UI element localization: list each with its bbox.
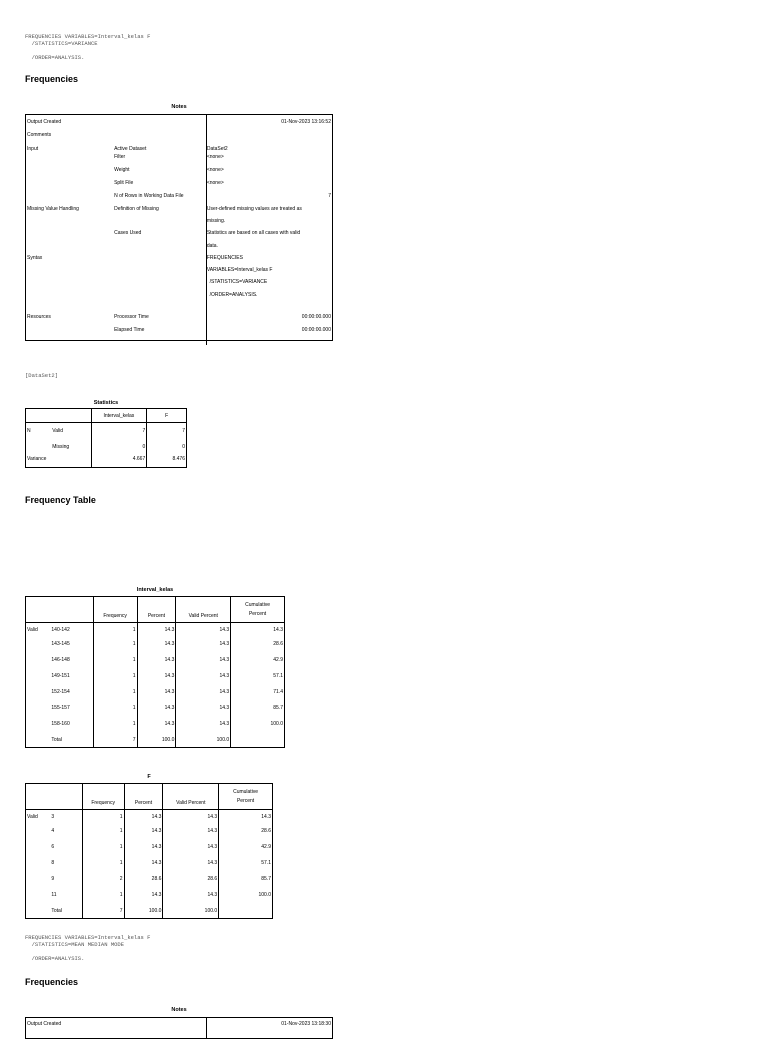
cell: 7 [82,906,124,919]
section-heading-frequencies: Frequencies [25,977,79,987]
cell: 14.3 [137,671,176,687]
statistics-value: 8.476 [172,455,185,462]
cell: 71.4 [273,688,283,695]
cell: 28.6 [163,874,219,890]
row-group-label: Valid [27,627,38,633]
cell: 14.3 [137,719,176,735]
row-label: 11 [50,890,82,906]
cell: 14.3 [124,842,163,858]
cell: 100.0 [176,735,231,748]
notes-column-divider [206,114,207,345]
notes-value: DataSet2 [206,145,228,152]
statistics-label: Missing [51,440,91,456]
syntax-line: FREQUENCIES VARIABLES=Interval_kelas F [25,33,151,40]
row-label: Total [50,906,82,919]
cell: 14.3 [176,687,231,703]
cell: 14.3 [137,655,176,671]
interval-kelas-title: Interval_kelas [136,587,174,593]
cell: 100.0 [258,891,271,898]
table-row [26,826,273,842]
row-group-label: Valid [27,814,38,820]
notes-label: Output Created [27,119,62,125]
cell: 1 [93,703,137,719]
row-label: 158-160 [50,719,93,735]
table-row [26,890,273,906]
f-table-title: F [147,774,151,780]
cell: 57.1 [273,672,283,679]
cell: 1 [82,842,124,858]
statistics-value: 4.667 [91,456,147,468]
cell: 14.3 [176,719,231,735]
cell: 14.3 [163,826,219,842]
notes-value: /ORDER=ANALYSIS. [206,291,258,298]
cell: 7 [93,735,137,748]
cell: 14.3 [137,639,176,655]
cell: 14.3 [176,655,231,671]
column-header: Frequency [93,597,137,623]
row-label: 152-154 [50,687,93,703]
cell: 1 [93,655,137,671]
row-label: 149-151 [50,671,93,687]
notes-value: FREQUENCIES [206,254,243,261]
cell: 100.0 [163,906,219,919]
row-label: 143-145 [50,639,93,655]
cell: 14.3 [176,639,231,655]
column-header: Cumulative Percent [219,784,273,810]
cell [231,735,285,748]
section-heading-frequencies: Frequencies [25,74,79,84]
statistics-table [25,408,187,468]
cell: 14.3 [176,671,231,687]
row-label: 140-142 [50,623,93,639]
statistics-value: 0 [182,443,185,450]
notes-sublabel: Weight [114,166,130,173]
cell: 28.6 [124,874,163,890]
cell: 14.3 [137,623,176,639]
statistics-label: Variance [26,456,92,468]
cell: 14.3 [176,703,231,719]
notes-value: data. [206,242,218,249]
syntax-block [25,33,150,61]
cell: 2 [82,874,124,890]
notes-label: Output Created [27,1021,62,1027]
notes-sublabel: N of Rows in Working Data File [114,192,184,199]
column-header: Valid Percent [176,597,231,623]
notes-table [25,1017,333,1039]
cell: 1 [93,687,137,703]
cell: 28.6 [273,640,283,647]
notes-value: <none> [206,153,224,160]
dataset-label: [DataSet2] [25,372,59,379]
table-row [26,639,285,655]
statistics-title: Statistics [93,400,119,406]
notes-value: User-defined missing values are treated as [206,205,302,212]
notes-sublabel: Active Dataset [114,145,147,152]
table-row [26,858,273,874]
notes-title: Notes [171,104,187,110]
cell: 1 [82,810,124,826]
cell: 14.3 [163,890,219,906]
notes-value: VARIABLES=Interval_kelas F [206,266,273,273]
notes-sublabel: Cases Used [114,229,142,236]
notes-value: 7 [328,192,331,199]
statistics-label: N [27,428,31,434]
row-label: 9 [50,874,82,890]
cell: 14.3 [163,858,219,874]
cell: 100.0 [124,906,163,919]
notes-value: 00:00:00.000 [301,326,331,333]
cell: 14.3 [261,814,271,820]
interval-kelas-table [25,596,285,748]
column-header: Frequency [82,784,124,810]
statistics-value: 7 [91,423,147,440]
cell [219,906,273,919]
cell: 14.3 [124,810,163,826]
notes-value: /STATISTICS=VARIANCE [206,278,268,285]
row-label: 6 [50,842,82,858]
row-label: 3 [50,810,82,826]
cell: 57.1 [261,859,271,866]
cell: 100.0 [270,720,283,727]
row-label: 4 [50,826,82,842]
table-row [26,703,285,719]
column-header: Cumulative Percent [231,597,285,623]
notes-label: Resources [27,313,51,320]
table-row [26,719,285,735]
notes-column-divider [206,1018,207,1038]
notes-label: Comments [27,131,52,138]
notes-value: Statistics are based on all cases with valid [206,229,301,236]
cell: 1 [82,858,124,874]
cell: 14.3 [124,826,163,842]
notes-value: <none> [206,179,224,186]
notes-value: 01-Nov-2023 13:18:30 [281,1021,331,1027]
notes-value: 00:00:00.000 [301,313,331,320]
syntax-line: /ORDER=ANALYSIS. [25,955,85,962]
statistics-label: Valid [51,423,91,440]
cell: 14.3 [163,810,219,826]
cell: 14.3 [176,623,231,639]
syntax-line: /STATISTICS=VARIANCE [25,40,98,47]
cell: 28.6 [261,827,271,834]
syntax-line: /STATISTICS=MEAN MEDIAN MODE [25,941,125,948]
column-header: Valid Percent [163,784,219,810]
cell: 14.3 [137,703,176,719]
table-row [26,842,273,858]
table-row [26,735,285,748]
cell: 1 [82,826,124,842]
row-label: Total [50,735,93,748]
table-row [26,810,273,826]
column-header: Percent [124,784,163,810]
table-row [26,687,285,703]
cell: 1 [93,623,137,639]
cell: 14.3 [163,842,219,858]
table-row [26,671,285,687]
notes-sublabel: Filter [114,153,126,160]
notes-value: missing. [206,217,226,224]
cell: 14.3 [124,890,163,906]
notes-sublabel: Processor Time [114,313,149,320]
notes-value: 01-Nov-2023 13:16:52 [281,119,331,125]
cell: 14.3 [124,858,163,874]
cell: 1 [93,671,137,687]
table-row [26,623,285,639]
syntax-block [25,934,150,962]
statistics-value: 0 [91,440,147,456]
table-row [26,655,285,671]
row-label: 155-157 [50,703,93,719]
notes-title: Notes [171,1007,187,1013]
cell: 1 [93,639,137,655]
syntax-line: FREQUENCIES VARIABLES=Interval_kelas F [25,934,151,941]
notes-value: <none> [206,166,224,173]
cell: 1 [82,890,124,906]
table-row [26,874,273,890]
notes-label: Missing Value Handling [27,205,79,212]
cell: 100.0 [137,735,176,748]
cell: 42.9 [273,656,283,663]
row-label: 146-148 [50,655,93,671]
statistics-header: F [147,409,187,423]
cell: 85.7 [273,704,283,711]
syntax-line: /ORDER=ANALYSIS. [25,54,85,61]
section-heading-frequency-table: Frequency Table [25,495,96,505]
cell: 85.7 [261,875,271,882]
cell: 1 [93,719,137,735]
column-header: Percent [137,597,176,623]
notes-sublabel: Definition of Missing [114,205,159,212]
row-label: 8 [50,858,82,874]
notes-sublabel: Split File [114,179,134,186]
cell: 14.3 [273,627,283,633]
f-table [25,783,273,919]
table-row [26,906,273,919]
notes-label: Syntax [27,254,43,261]
notes-sublabel: Elapsed Time [114,326,145,333]
statistics-value: 7 [182,428,185,434]
cell: 42.9 [261,843,271,850]
notes-label: Input [27,145,39,152]
cell: 14.3 [137,687,176,703]
statistics-header: Interval_kelas [91,409,147,423]
notes-table [25,114,333,341]
